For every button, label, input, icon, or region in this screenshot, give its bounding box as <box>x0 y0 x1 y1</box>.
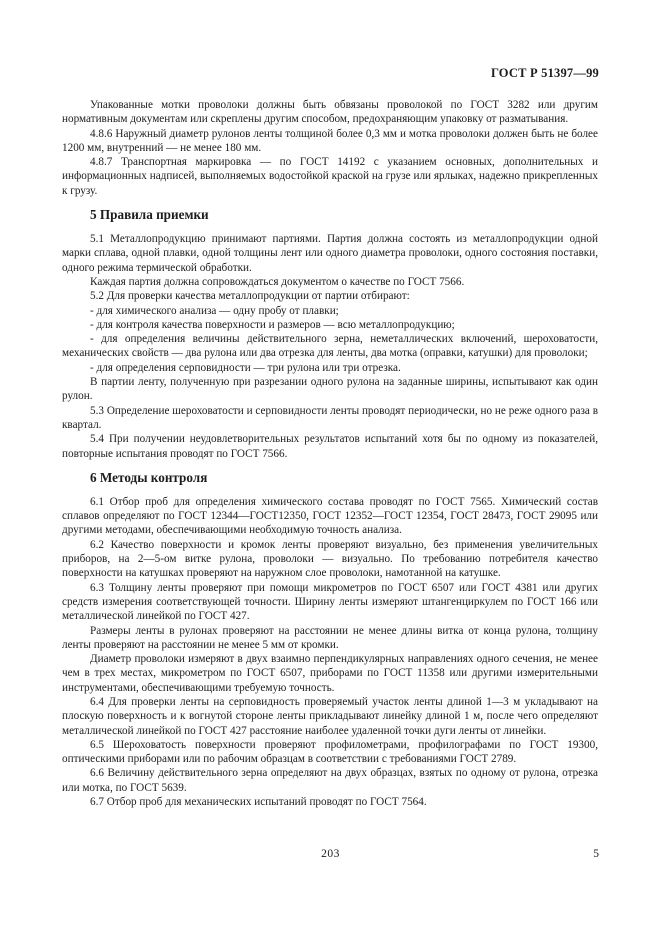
paragraph: 5.3 Определение шероховатости и серповидности ленты проводят периодически, но не реже одного раза в квартал. <box>62 404 598 431</box>
paragraph: 5.1 Металлопродукцию принимают партиями. Партия должна состоять из металлопродукции одной марки сплава, одной плавки, одной толщины лент или одного диаметра проволоки, одного состояния поставки, одного режима термической обработки. <box>62 233 598 274</box>
paragraph: 6.3 Толщину ленты проверяют при помощи микрометров по ГОСТ 6507 или ГОСТ 4381 или других средств измерения соответствующей точности. Ширину ленты измеряют штангенциркулем по ГОСТ 166 или металлической линейкой по ГОСТ 427. <box>62 581 598 623</box>
paragraph: 5.2 Для проверки качества металлопродукции от партии отбирают: <box>90 290 410 303</box>
paragraph: 6.6 Величину действительного зерна определяют на двух образцах, взятых по одному от рулона, отрезка или мотка, по ГОСТ 5639. <box>62 767 598 794</box>
paragraph: Размеры ленты в рулонах проверяют на расстоянии не менее длины витка от конца рулона, толщину ленты проверяют на расстоянии не менее 5 мм от кромки. <box>62 624 598 651</box>
paragraph: Диаметр проволоки измеряют в двух взаимно перпендикулярных направлениях одного сечения, не менее чем в трех местах, микрометром по ГОСТ 6507, приборами по ГОСТ 11358 или другими измерительными инструментами, обеспечивающими требуемую точность. <box>62 653 598 694</box>
paragraph: 6.1 Отбор проб для определения химического состава проводят по ГОСТ 7565. Химический состав сплавов определяют по ГОСТ 12344—ГОСТ12350, ГОСТ 12352—ГОСТ 12354, ГОСТ 28473, ГОСТ 29095 или другими методами, обеспечивающими необходимую точность анализа. <box>62 495 598 537</box>
document-code: ГОСТ Р 51397—99 <box>490 66 599 80</box>
document-body <box>62 98 598 809</box>
list-item: - для определения величины действительного зерна, неметаллических включений, шероховатости, механических свойств — два рулона или два отрезка для ленты, два мотка (оправки, катушки) для проволоки; <box>62 333 598 360</box>
paragraph: 4.8.7 Транспортная маркировка — по ГОСТ 14192 с указанием основных, дополнительных и информационных надписей, выполняемых водостойкой краской на грузе или ярлыках, надежно прикрепленных к грузу. <box>62 156 598 197</box>
paragraph: 4.8.6 Наружный диаметр рулонов ленты толщиной более 0,3 мм и мотка проволоки должен быть не более 1200 мм, внутренний — не менее 180 мм. <box>62 127 598 154</box>
section-heading-6: 6 Методы контроля <box>90 469 208 485</box>
list-item: - для контроля качества поверхности и размеров — всю металлопродукцию; <box>90 318 455 331</box>
paragraph: 5.4 При получении неудовлетворительных результатов испытаний хотя бы по одному из показателей, повторные испытания проводят по ГОСТ 7566. <box>62 433 598 460</box>
section-heading-5: 5 Правила приемки <box>90 207 209 223</box>
list-item: - для химического анализа — одну пробу от плавки; <box>90 304 339 317</box>
paragraph: Упакованные мотки проволоки должны быть обвязаны проволокой по ГОСТ 3282 или другим нормативным документам или скреплены другим способом, предохраняющим упаковку от разматывания. <box>62 99 598 126</box>
paragraph: 6.5 Шероховатость поверхности проверяют профилометрами, профилографами по ГОСТ 19300, оптическими приборами или по рабочим образцам в соответствии с требованиями ГОСТ 2789. <box>62 738 598 766</box>
paragraph: 6.4 Для проверки ленты на серповидность проверяемый участок ленты длиной 1—3 м укладывают на плоскую поверхность и к вогнутой стороне ленты прикладывают линейку длиной 1 м, после чего определяют металлической линейкой по ГОСТ 427 расстояние наиболее удаленной точки дуги ленты от линейки. <box>62 695 598 737</box>
list-item: - для определения серповидности — три рулона или три отрезка. <box>90 361 401 374</box>
sheet-number: 203 <box>321 848 340 860</box>
paragraph: Каждая партия должна сопровождаться документом о качестве по ГОСТ 7566. <box>90 275 465 288</box>
paragraph: 6.7 Отбор проб для механических испытаний проводят по ГОСТ 7564. <box>90 796 427 809</box>
paragraph: 6.2 Качество поверхности и кромок ленты проверяют визуально, без применения увеличительных приборов, на 2—5-ом витке рулона, проволоки — визуально. По требованию потребителя качество поверхности на катушках проверяют на наружном слое проволоки, намотанной на катушке. <box>62 538 598 580</box>
paragraph: В партии ленту, полученную при разрезании одного рулона на заданные ширины, испытывают как один рулон. <box>62 376 598 403</box>
page-number: 5 <box>593 848 599 860</box>
